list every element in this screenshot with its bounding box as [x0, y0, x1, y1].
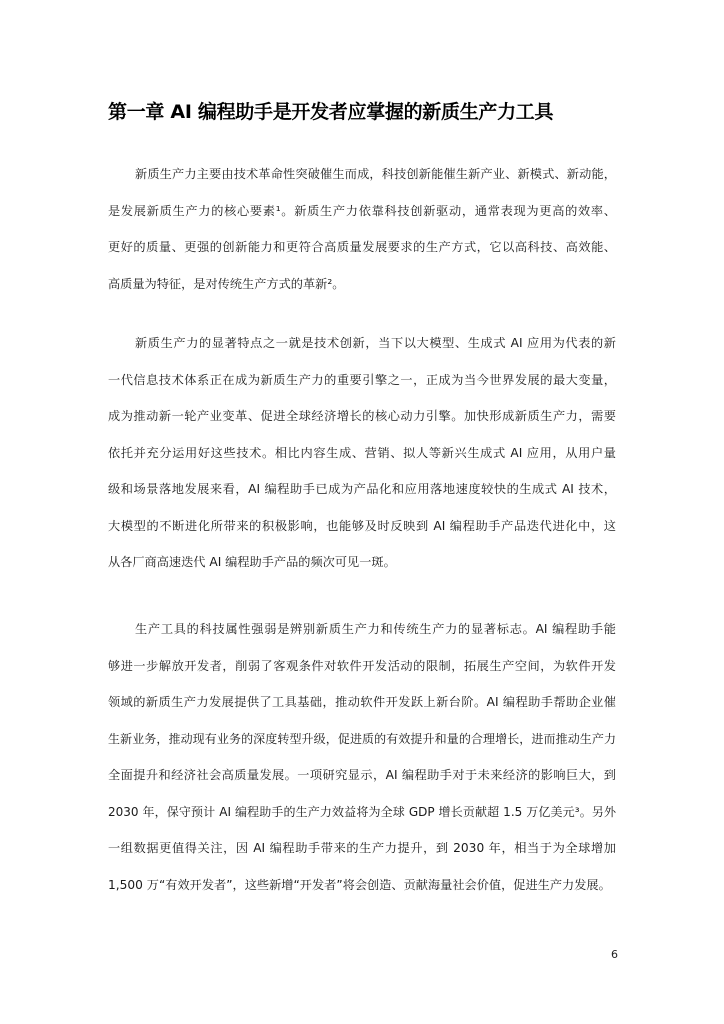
paragraph-line: 从各厂商高速迭代 AI 编程助手产品的频次可见一斑。	[108, 555, 396, 569]
paragraph-line: 是发展新质生产力的核心要素¹。新质生产力依靠科技创新驱动，通常表现为更高的效率、	[108, 203, 616, 218]
paragraph-line: 2030 年，保守预计 AI 编程助手的生产力效益将为全球 GDP 增长贡献超 1.5 万亿美元³。另外	[108, 804, 616, 819]
paragraph-line: 依托并充分运用好这些技术。相比内容生成、营销、拟人等新兴生成式 AI 应用，从用户量	[108, 445, 616, 460]
paragraph-line: 新质生产力主要由技术革命性突破催生而成，科技创新能催生新产业、新模式、新动能，	[135, 167, 616, 181]
paragraph-line: 更好的质量、更强的创新能力和更符合高质量发展要求的生产方式，它以高科技、高效能、	[108, 240, 616, 254]
paragraph-2	[108, 325, 616, 581]
paragraph-line: 生产工具的科技属性强弱是辨别新质生产力和传统生产力的显著标志。AI 编程助手能	[135, 622, 616, 636]
paragraph-line: 全面提升和经济社会高质量发展。一项研究显示，AI 编程助手对于未来经济的影响巨大，到	[108, 768, 616, 782]
paragraph-line: 级和场景落地发展来看，AI 编程助手已成为产品化和应用落地速度较快的生成式 AI 技术，	[108, 482, 616, 496]
paragraph-line: 高质量为特征，是对传统生产方式的革新²。	[108, 276, 345, 291]
paragraph-line: 成为推动新一轮产业变革、促进全球经济增长的核心动力引擎。加快形成新质生产力，需要	[108, 409, 616, 423]
paragraph-line: 大模型的不断进化所带来的积极影响，也能够及时反映到 AI 编程助手产品迭代进化中，这	[108, 518, 616, 533]
page-number: 6	[611, 948, 618, 961]
paragraph-1	[108, 156, 616, 302]
paragraph-line: 一组数据更值得关注，因 AI 编程助手带来的生产力提升，到 2030 年，相当于为全球增加	[108, 841, 616, 855]
paragraph-line: 1,500 万“有效开发者”，这些新增“开发者”将会创造、贡献海量社会价值，促进生产力发展。	[108, 877, 611, 892]
paragraph-3	[108, 611, 616, 903]
chapter-title: 第一章 AI 编程助手是开发者应掌握的新质生产力工具	[108, 101, 554, 123]
paragraph-line: 领域的新质生产力发展提供了工具基础，推动软件开发跃上新台阶。AI 编程助手帮助企业催	[108, 695, 616, 709]
paragraph-line: 新质生产力的显著特点之一就是技术创新，当下以大模型、生成式 AI 应用为代表的新	[135, 336, 616, 350]
paragraph-line: 够进一步解放开发者，削弱了客观条件对软件开发活动的限制，拓展生产空间，为软件开发	[108, 658, 616, 673]
paragraph-line: 生新业务，推动现有业务的深度转型升级，促进质的有效提升和量的合理增长，进而推动生产力	[108, 731, 616, 746]
paragraph-line: 一代信息技术体系正在成为新质生产力的重要引擎之一，正成为当今世界发展的最大变量，	[108, 372, 616, 387]
